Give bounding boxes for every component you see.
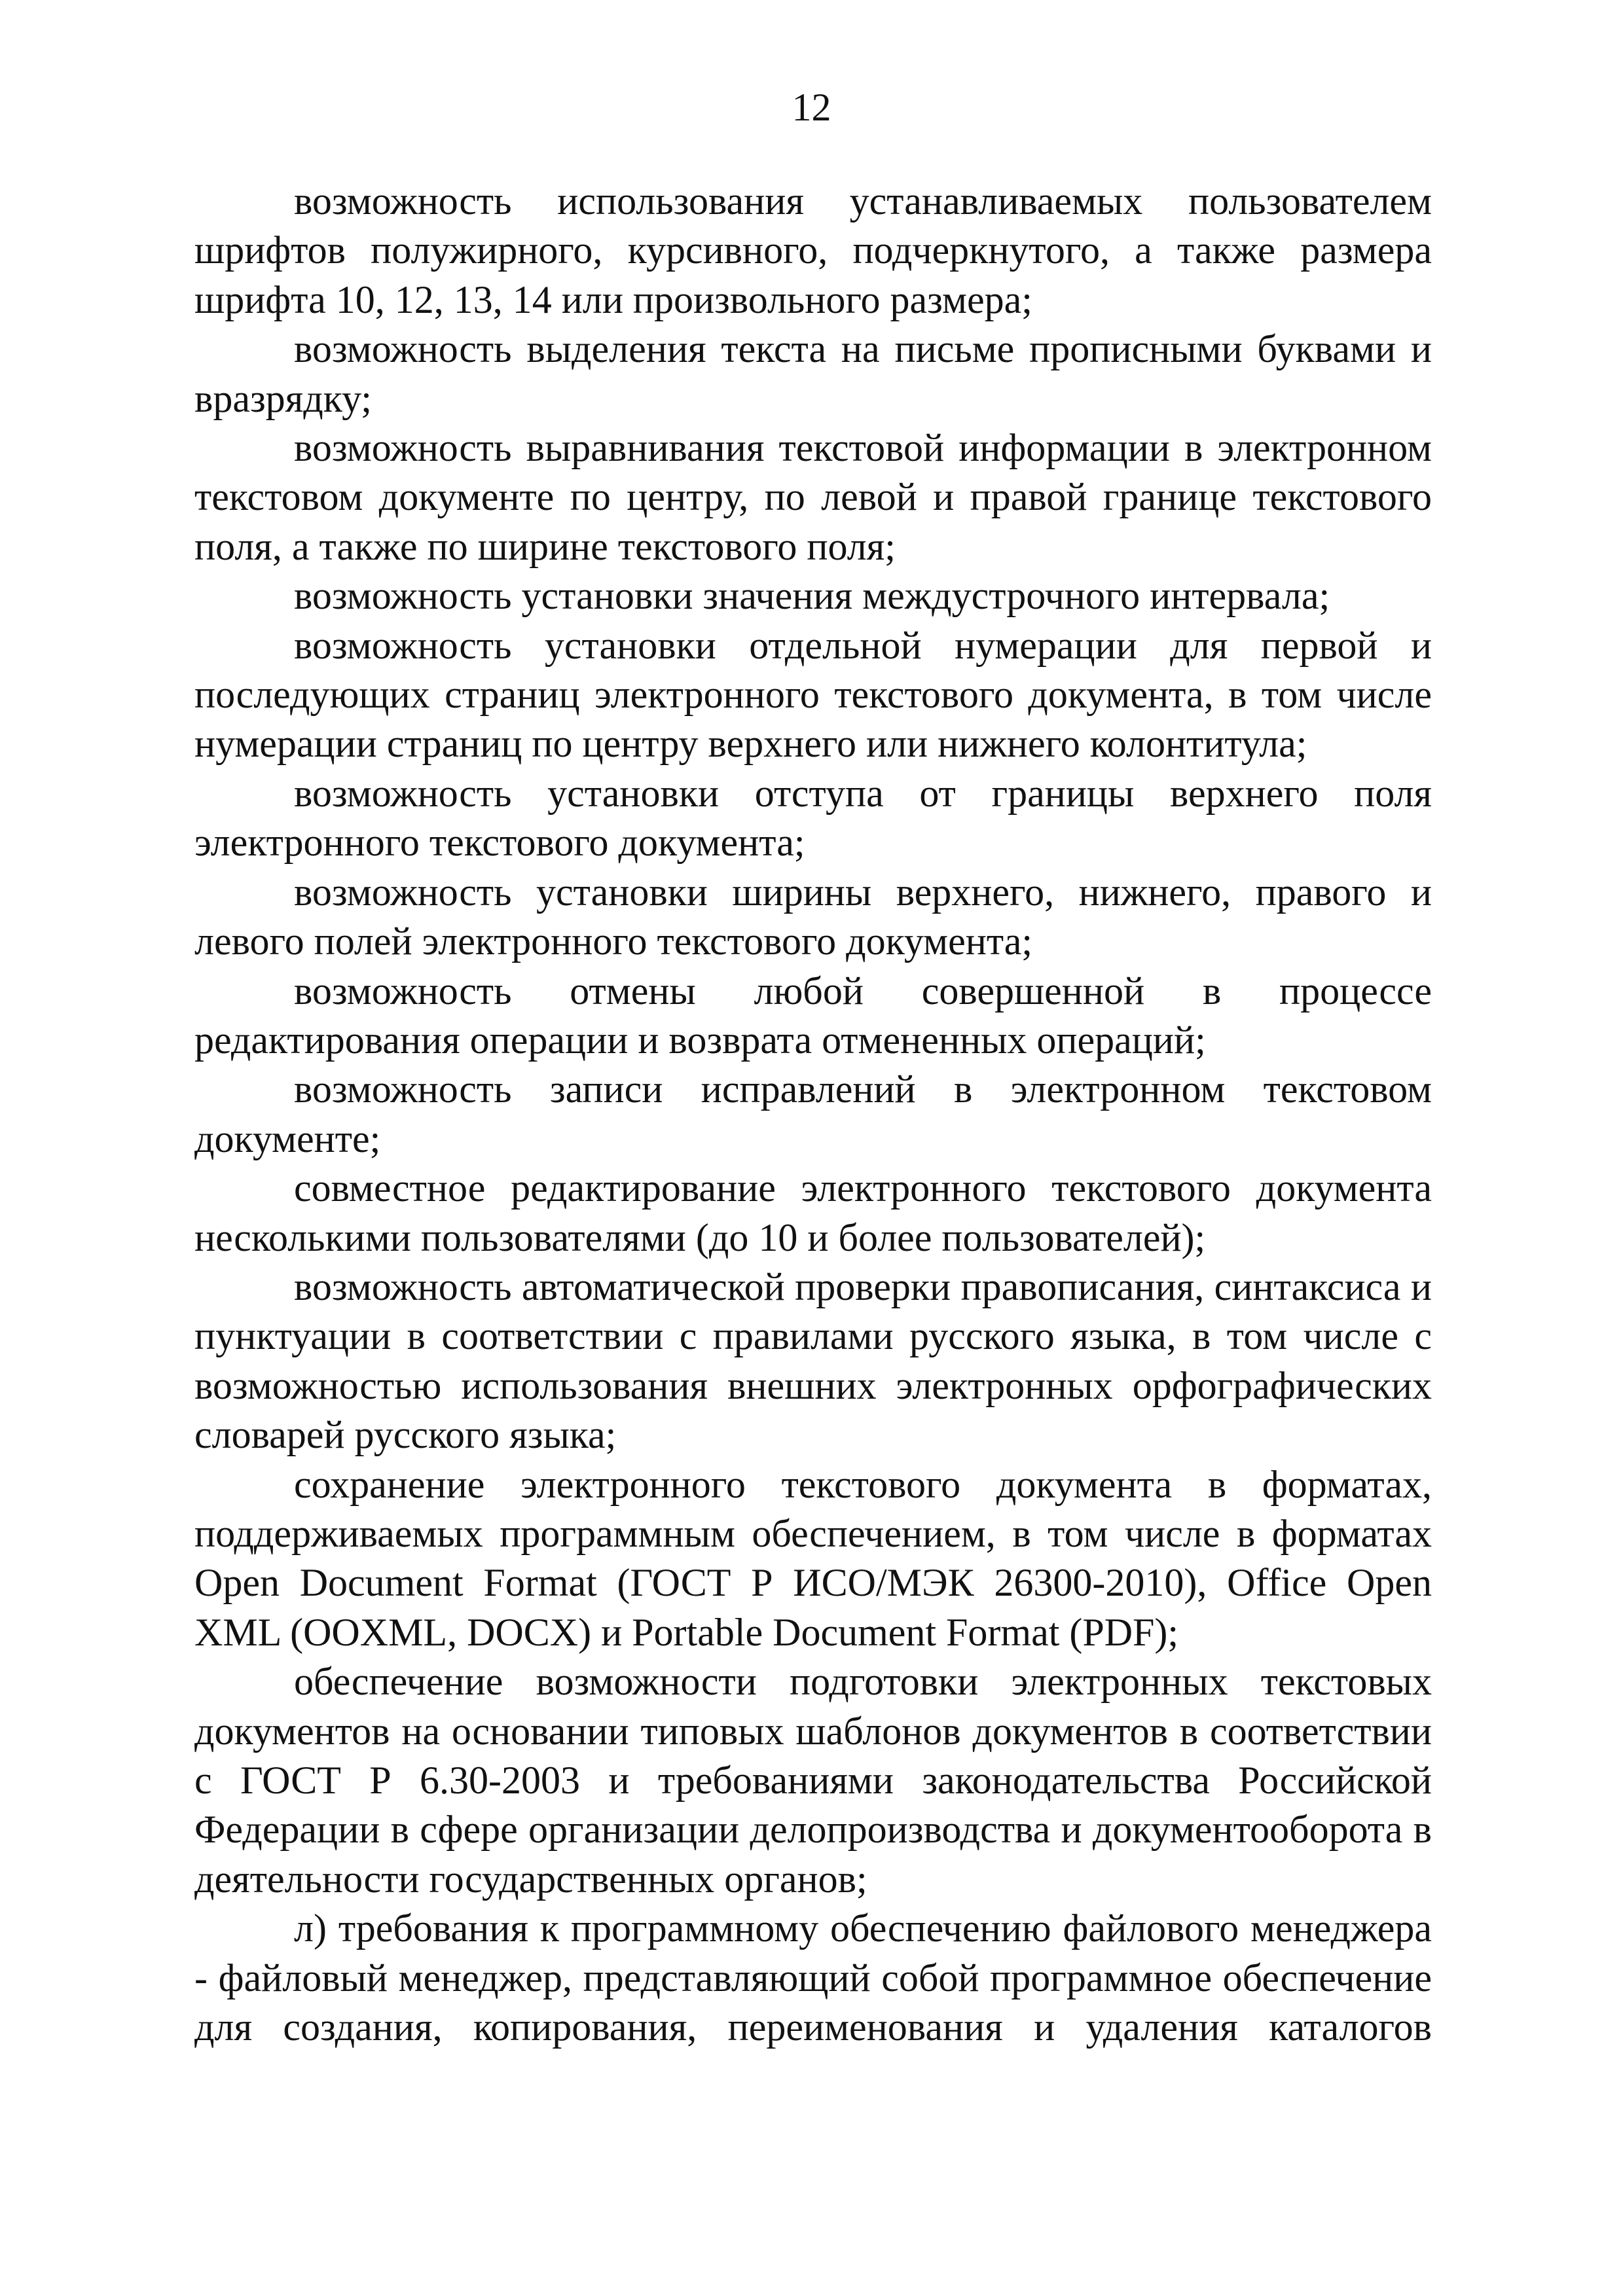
paragraph: совместное редактирование электронного текстового документа несколькими пользователями (до 10 и более пользователей); bbox=[194, 1166, 1432, 1259]
paragraph: возможность выравнивания текстовой информации в электронном текстовом документе по центру, по левой и правой границе текстового поля, а также по ширине текстового поля; bbox=[194, 426, 1432, 568]
paragraph: сохранение электронного текстового документа в форматах, поддерживаемых программным обеспечением, в том числе в форматах Open Document Format (ГОСТ Р ИСО/МЭК 26300-2010), Office Open XML (OOXML, DOCX) и Portable Document Format (PDF); bbox=[194, 1462, 1432, 1654]
paragraph: возможность использования устанавливаемых пользователем шрифтов полужирного, курсивного, подчеркнутого, а также размера шрифта 10, 12, 13, 14 или произвольного размера; bbox=[194, 179, 1432, 321]
paragraph: возможность записи исправлений в электронном текстовом документе; bbox=[194, 1067, 1432, 1160]
page-number: 12 bbox=[792, 86, 831, 129]
paragraph: возможность установки отступа от границы верхнего поля электронного текстового документа; bbox=[194, 771, 1432, 865]
paragraph: возможность установки отдельной нумерации для первой и последующих страниц электронного текстового документа, в том числе нумерации страниц по центру верхнего или нижнего колонтитула; bbox=[194, 623, 1432, 766]
paragraph: возможность автоматической проверки правописания, синтаксиса и пунктуации в соответствии с правилами русского языка, в том числе с возможностью использования внешних электронных орфографических словарей русского языка; bbox=[194, 1265, 1432, 1457]
paragraph: возможность отмены любой совершенной в процессе редактирования операции и возврата отмененных операций; bbox=[194, 969, 1432, 1062]
paragraph: возможность выделения текста на письме прописными буквами и вразрядку; bbox=[194, 327, 1432, 420]
paragraph: обеспечение возможности подготовки электронных текстовых документов на основании типовых шаблонов документов в соответствии с ГОСТ Р 6.30-2003 и требованиями законодательства Российской Федерации в сфере организации делопроизводства и документооборота в деятельности государственных органов; bbox=[194, 1660, 1432, 1901]
paragraph: возможность установки значения междустрочного интервала; bbox=[294, 574, 1330, 618]
paragraph: возможность установки ширины верхнего, нижнего, правого и левого полей электронного текстового документа; bbox=[194, 870, 1432, 963]
paragraph: л) требования к программному обеспечению файлового менеджера - файловый менеджер, представляющий собой программное обеспечение для создания, копирования, переименования и удаления каталогов bbox=[194, 1907, 1432, 2049]
document-body bbox=[194, 177, 1432, 2052]
